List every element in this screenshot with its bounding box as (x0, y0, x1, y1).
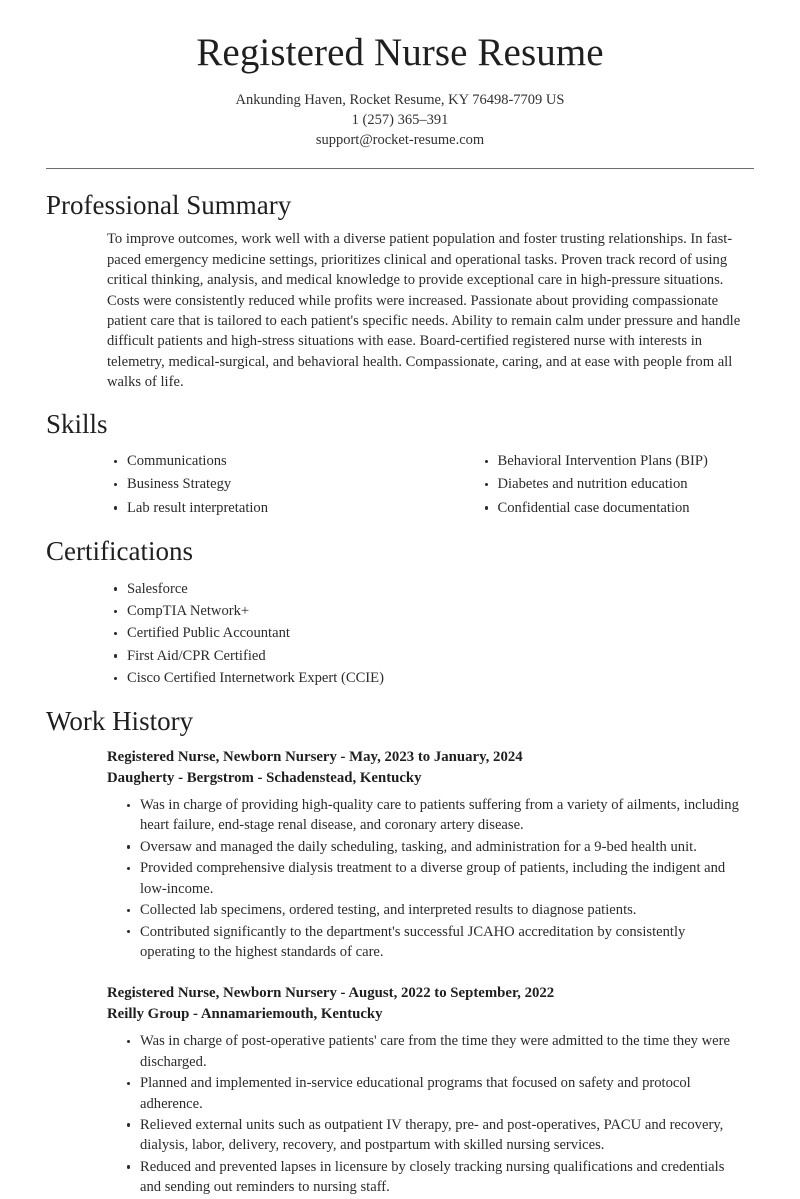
list-item: Salesforce (113, 579, 754, 599)
job-entry (107, 983, 754, 1197)
list-item: Cisco Certified Internetwork Expert (CCIE) (113, 668, 754, 688)
list-item: CompTIA Network+ (113, 601, 754, 621)
job-responsibility-item: Relieved external units such as outpatient IV therapy, pre- and post-operatives, PACU and recovery, dialysis, labor, delivery, recovery, and postpartum with skilled nursing services. (126, 1115, 754, 1156)
skills-body (0, 451, 800, 521)
section-heading-professional-summary: Professional Summary (46, 190, 292, 221)
page-title: Registered Nurse Resume (196, 31, 604, 74)
skills-columns (46, 451, 754, 521)
section-certifications (0, 535, 800, 567)
job-responsibility-item: Reduced and prevented lapses in licensure by closely tracking nursing qualifications and credentials and sending out reminders to nursing staff. (126, 1157, 754, 1198)
contact-email: support@rocket-resume.com (315, 132, 485, 149)
skills-list-left (113, 451, 434, 518)
job-responsibility-item: Planned and implemented in-service educational programs that focused on safety and protocol adherence. (126, 1073, 754, 1114)
certifications-body (0, 579, 800, 689)
list-item: Communications (113, 451, 434, 471)
job-list (46, 747, 754, 1198)
work-history-body (0, 747, 800, 1198)
contact-address: Ankunding Haven, Rocket Resume, KY 76498-7709 US (235, 92, 565, 109)
job-bullets-wrap (107, 795, 754, 962)
job-company-location: Reilly Group - Annamariemouth, Kentucky (107, 1006, 383, 1023)
job-responsibility-list (126, 795, 754, 962)
job-responsibility-item: Was in charge of providing high-quality care to patients suffering from a variety of ailments, including heart failure, end-stage renal disease, and coronary artery disease. (126, 795, 754, 836)
skills-column-right (434, 451, 755, 521)
list-item: Lab result interpretation (113, 498, 434, 518)
list-item: Diabetes and nutrition education (484, 474, 755, 494)
job-responsibility-item: Contributed significantly to the department's successful JCAHO accreditation by consistently operating to the highest standards of care. (126, 922, 754, 963)
header-divider (46, 168, 754, 169)
skills-list-right (484, 451, 755, 518)
certifications-list (113, 579, 754, 689)
job-responsibility-item: Oversaw and managed the daily scheduling, tasking, and administration for a 9-bed health unit. (126, 837, 754, 857)
resume-header (0, 0, 800, 150)
list-item: Certified Public Accountant (113, 623, 754, 643)
job-responsibility-list (126, 1031, 754, 1197)
list-item: Business Strategy (113, 474, 434, 494)
job-responsibility-item: Collected lab specimens, ordered testing, and interpreted results to diagnose patients. (126, 900, 754, 920)
certifications-list-wrap (46, 579, 754, 689)
professional-summary-body (46, 229, 754, 392)
contact-phone: 1 (257) 365–391 (351, 112, 449, 129)
job-title: Registered Nurse, Newborn Nursery - May, 2023 to January, 2024 (107, 749, 523, 766)
job-responsibility-item: Was in charge of post-operative patients' care from the time they were admitted to the time they were discharged. (126, 1031, 754, 1072)
list-item: First Aid/CPR Certified (113, 646, 754, 666)
section-professional-summary (0, 189, 800, 393)
list-item: Confidential case documentation (484, 498, 755, 518)
job-title: Registered Nurse, Newborn Nursery - August, 2022 to September, 2022 (107, 985, 555, 1002)
job-responsibility-item: Provided comprehensive dialysis treatment to a diverse group of patients, including the indigent and low-income. (126, 858, 754, 899)
skills-column-left (113, 451, 434, 521)
section-work-history (0, 705, 800, 737)
section-skills (0, 408, 800, 440)
professional-summary-text: To improve outcomes, work well with a diverse patient population and foster trusting relationships. In fast-paced emergency medicine settings, prioritizes clinical and operational tasks. Proven track record of using critical thinking, analysis, and medical knowledge to provide exceptional care in high-pressure situations. Costs were consistently reduced while profits were increased. Passionate about providing compassionate patient care that is tailored to each patient's specific needs. Ability to remain calm under pressure and handle difficult patients and high-stress situations with ease. Board-certified registered nurse with interests in telemetry, medical-surgical, and behavioral health. Compassionate, caring, and at ease with people from all walks of life. (107, 231, 741, 391)
job-entry (107, 747, 754, 962)
job-company-location: Daugherty - Bergstrom - Schadenstead, Kentucky (107, 770, 422, 787)
job-bullets-wrap (107, 1031, 754, 1197)
section-heading-skills: Skills (46, 408, 108, 439)
list-item: Behavioral Intervention Plans (BIP) (484, 451, 755, 471)
section-heading-work-history: Work History (46, 705, 194, 736)
section-heading-certifications: Certifications (46, 536, 193, 567)
